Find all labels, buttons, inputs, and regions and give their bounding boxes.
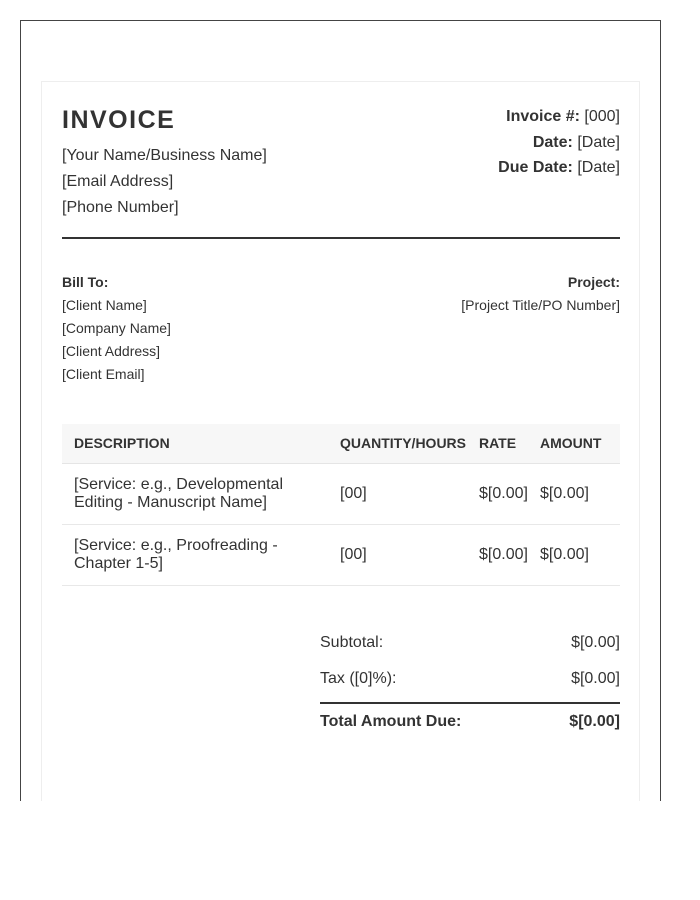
bill-to-label: Bill To: xyxy=(62,274,109,290)
tax-value: $[0.00] xyxy=(571,670,620,687)
header-divider xyxy=(62,237,620,239)
invoice-number: [000] xyxy=(584,108,620,125)
invoice-content xyxy=(62,100,620,730)
subtotal-value: $[0.00] xyxy=(571,634,620,651)
table-row xyxy=(62,463,620,524)
invoice-title: INVOICE xyxy=(62,106,176,134)
row-quantity: [00] xyxy=(328,463,467,524)
tax-row xyxy=(320,664,620,700)
due-date: [Date] xyxy=(577,159,620,176)
bill-to-block xyxy=(62,271,171,386)
sender-phone: [Phone Number] xyxy=(62,199,179,216)
line-items-table xyxy=(62,424,620,586)
totals-section xyxy=(320,628,620,742)
invoice-number-label: Invoice #: xyxy=(506,108,580,125)
row-description: [Service: e.g., Proofreading - Chapter 1-5] xyxy=(62,524,328,585)
client-address: [Client Address] xyxy=(62,343,161,359)
project-block xyxy=(461,271,620,317)
column-header-description: DESCRIPTION xyxy=(62,424,328,463)
total-row xyxy=(320,704,620,742)
client-name: [Client Name] xyxy=(62,297,147,313)
row-quantity: [00] xyxy=(328,524,467,585)
sender-email: [Email Address] xyxy=(62,173,174,190)
sender-info xyxy=(62,143,267,221)
invoice-date: [Date] xyxy=(577,133,620,151)
table-header-row xyxy=(62,424,620,463)
due-date-label: Due Date: xyxy=(498,159,573,176)
tax-label: Tax ([0]%): xyxy=(320,670,397,687)
total-value: $[0.00] xyxy=(569,713,620,730)
company-name: [Company Name] xyxy=(62,320,171,336)
sender-name: [Your Name/Business Name] xyxy=(62,147,267,164)
row-amount: $[0.00] xyxy=(540,524,620,585)
invoice-header xyxy=(62,100,620,238)
client-email: [Client Email] xyxy=(62,366,145,382)
invoice-number-line xyxy=(498,104,620,130)
subtotal-row xyxy=(320,628,620,664)
column-header-rate: RATE xyxy=(467,424,540,463)
row-amount: $[0.00] xyxy=(540,463,620,524)
total-label: Total Amount Due: xyxy=(320,713,462,730)
column-header-quantity: QUANTITY/HOURS xyxy=(328,424,467,463)
invoice-date-label: Date: xyxy=(532,133,573,151)
column-header-amount: AMOUNT xyxy=(540,424,620,463)
subtotal-label: Subtotal: xyxy=(320,634,384,651)
project-value: [Project Title/PO Number] xyxy=(461,297,620,313)
invoice-meta xyxy=(498,104,620,181)
due-date-line xyxy=(498,155,620,181)
row-description: [Service: e.g., Developmental Editing - Manuscript Name] xyxy=(62,463,328,524)
invoice-date-line xyxy=(498,130,620,156)
table-row xyxy=(62,524,620,585)
project-label: Project: xyxy=(567,274,620,290)
row-rate: $[0.00] xyxy=(467,463,540,524)
row-rate: $[0.00] xyxy=(467,524,540,585)
